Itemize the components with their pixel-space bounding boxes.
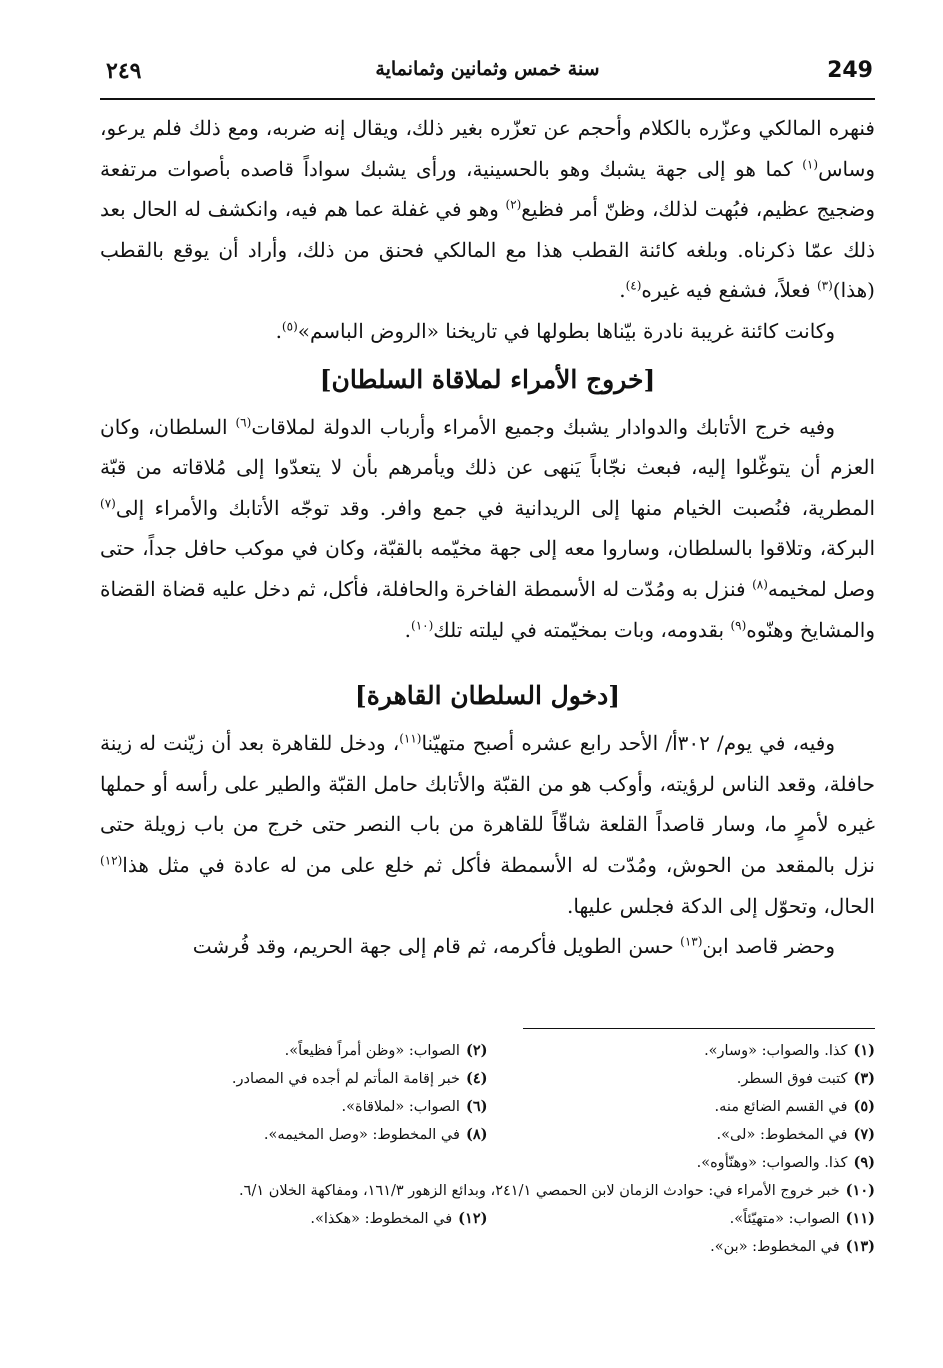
footnote-ref: (٦) xyxy=(235,414,252,429)
footnote-text: كتبت فوق السطر. xyxy=(736,1071,848,1087)
footnote-text: في المخطوط: «بن». xyxy=(710,1239,840,1255)
text-run: وحضر قاصد ابن xyxy=(702,934,835,959)
footnote-row xyxy=(100,1121,875,1149)
footnote-row xyxy=(100,1233,875,1261)
text-run: . xyxy=(404,617,411,642)
footnote-number: (٤) xyxy=(465,1070,488,1087)
footnote xyxy=(100,1205,488,1233)
page-number-latin: 249 xyxy=(827,58,873,83)
footnote-number: (١٣) xyxy=(845,1238,875,1255)
footnote xyxy=(488,1205,876,1233)
footnote-text: خبر إقامة المأتم لم أجده في المصادر. xyxy=(231,1071,460,1087)
footnote-number: (٩) xyxy=(853,1154,875,1171)
text-run: . xyxy=(275,318,282,343)
footnote-ref: (١٣) xyxy=(680,934,703,949)
footnote-number: (٢) xyxy=(465,1042,488,1059)
footnote-number: (٣) xyxy=(853,1070,875,1087)
footnote-text: خبر خروج الأمراء في: حوادث الزمان لابن الحمصي ٢٤١/١، وبدائع الزهور ١٦١/٣، ومفاكهة الخلان ٦/١. xyxy=(239,1183,840,1199)
footnote xyxy=(100,1149,875,1177)
footnote xyxy=(100,1121,488,1149)
footnote-ref: (٥) xyxy=(281,319,298,334)
footnote-text: في القسم الضائع منه. xyxy=(714,1099,848,1115)
footnote-number: (٦) xyxy=(465,1098,488,1115)
footnote-ref: (٤) xyxy=(625,278,642,293)
text-run: فعلاً، فشفع فيه غيره xyxy=(641,278,817,303)
footnote-row xyxy=(100,1205,875,1233)
footnote-divider xyxy=(523,1028,875,1029)
footnote-number: (٧) xyxy=(853,1126,875,1143)
text-run: بقدومه، وبات بمخيّمته في ليلته تلك xyxy=(433,617,731,642)
footnote xyxy=(488,1121,876,1149)
paragraph xyxy=(100,926,875,967)
footnote-text: الصواب: «متهيّئاً». xyxy=(729,1211,840,1227)
text-run: وكانت كائنة غريبة نادرة بيّناها بطولها في تاريخنا «الروض الباسم» xyxy=(297,318,835,343)
footnote-text: كذا. والصواب: «وهنّأوه». xyxy=(696,1155,848,1171)
footnote-text: في المخطوط: «هكذا». xyxy=(310,1211,453,1227)
footnotes xyxy=(100,1028,875,1261)
section-heading: [خروج الأمراء لملاقاة السلطان] xyxy=(319,364,656,394)
page-number-arabic: ٢٤٩ xyxy=(106,58,142,84)
footnote-ref: (١٠) xyxy=(411,617,434,632)
footnote-ref: (١٢) xyxy=(100,853,123,868)
text-run: وفيه، في يوم/ ٣٠٢أ/ الأحد رابع عشره أصبح متهيّنا xyxy=(421,731,835,756)
footnote-text: في المخطوط: «لى». xyxy=(716,1127,848,1143)
footnote xyxy=(100,1093,488,1121)
text-run: ، ودخل للقاهرة بعد أن زيّنت له زينة حافلة، وقعد الناس لرؤيته، وأوكب هو من القبّة والأتابك حامل القبّة والطير على رأسه أو حملها غيره لأمرٍ ما، وسار قاصداً القلعة شاقّاً للقاهرة من باب النصر حتى خرج من باب زويلة حتى نزل بالمقعد من الحوش، ومُدّت له الأسمطة فأكل ثم خلع على من له عادة في مثل هذا xyxy=(100,731,875,877)
page-header xyxy=(100,48,875,100)
footnote-number: (٨) xyxy=(465,1126,488,1143)
paragraph xyxy=(100,407,875,651)
footnote xyxy=(488,1233,876,1261)
footnote-text: في المخطوط: «وصل المخيمه». xyxy=(263,1127,460,1143)
section-heading: [دخول السلطان القاهرة] xyxy=(354,681,621,711)
footnote-text: كذا. والصواب: «وسار». xyxy=(704,1043,848,1059)
footnote-ref: (١) xyxy=(802,156,819,171)
footnote xyxy=(488,1093,876,1121)
footnote-ref: (٣) xyxy=(816,278,833,293)
footnote-row xyxy=(100,1177,875,1205)
footnote-text: الصواب: «لملاقاة». xyxy=(341,1099,460,1115)
paragraph xyxy=(100,723,875,926)
footnote xyxy=(488,1037,876,1065)
footnote-ref: (٨) xyxy=(752,577,768,592)
footnote xyxy=(100,1177,875,1205)
footnote xyxy=(100,1065,488,1093)
footnote-ref: (١١) xyxy=(399,731,422,746)
text-run: البركة، وتلاقوا بالسلطان، وساروا معه إلى جهة مخيّمه بالقبّة، وكان في موكب حافل جداً، حتى وصل لمخيمه xyxy=(100,536,876,601)
footnote-row xyxy=(100,1065,875,1093)
paragraph xyxy=(100,311,875,352)
text-run: وهو في غفلة عما هم فيه، وانكشف له الحال بعد ذلك عمّا ذكرناه. وبلغه كائنة القطب هذا مع المالكي فحنق من ذلك، وأراد أن يوقع بالقطب (هذا) xyxy=(100,197,875,303)
text-run: فنزل به ومُدّت له الأسمطة الفاخرة والحافلة، فأكل، ثم دخل عليه قضاة القضاة والمشايخ وهنّوه xyxy=(100,576,875,642)
main-text xyxy=(100,108,875,967)
footnote-number: (٥) xyxy=(853,1098,875,1115)
paragraph xyxy=(100,108,875,311)
footnote xyxy=(100,1037,488,1065)
text-run: الحال، وتحوّل إلى الدكة فجلس عليها. xyxy=(567,893,875,918)
footnote-number: (١) xyxy=(853,1042,875,1059)
text-run: حسن الطويل فأكرمه، ثم قام إلى جهة الحريم، وقد فُرشت xyxy=(192,934,681,959)
footnote-number: (١١) xyxy=(845,1210,875,1227)
footnote-text: الصواب: «وظن أمراً فظيعاً». xyxy=(284,1043,460,1059)
footnote-number: (١٢) xyxy=(458,1210,488,1227)
footnote-ref: (٢) xyxy=(505,197,522,212)
footnote-number: (١٠) xyxy=(845,1182,875,1199)
footnote-row xyxy=(100,1149,875,1177)
footnote-row xyxy=(100,1037,875,1065)
footnote-ref: (٩) xyxy=(730,617,747,632)
footnote-row xyxy=(100,1093,875,1121)
text-run: . xyxy=(619,278,626,303)
running-title: سنة خمس وثمانين وثمانماية xyxy=(375,58,600,80)
text-run: كما هو إلى جهة يشبك وهو بالحسينية، ورأى يشبك سواداً قاصده بأصوات مرتفعة وضجيج عظيم، فبُهت لذلك، وظنّ أمر فظيع xyxy=(100,156,875,222)
footnote xyxy=(488,1065,876,1093)
text-run: فنهره المالكي وعزّره بالكلام وأحجم عن تعزّره بغير ذلك، ويقال إنه ضربه، ومع ذلك فلم يرعو، وساس xyxy=(100,116,875,181)
text-run: وفيه خرج الأتابك والدوادار يشبك وجميع الأمراء وأرباب الدولة لملاقات xyxy=(251,414,835,439)
text-run: السلطان، وكان العزم أن يتوغّلوا إليه، فبعث نجّاباً يَنهى عن ذلك ويأمرهم بأن لا يتعدّوا إلى مُلاقاته من قبّة المطرية، فنُصبت الخيام منها إلى الريدانية في جمع وافر. وقد توجّه الأتابك والأمراء إلى xyxy=(100,414,875,520)
footnote-ref: (٧) xyxy=(100,496,116,511)
